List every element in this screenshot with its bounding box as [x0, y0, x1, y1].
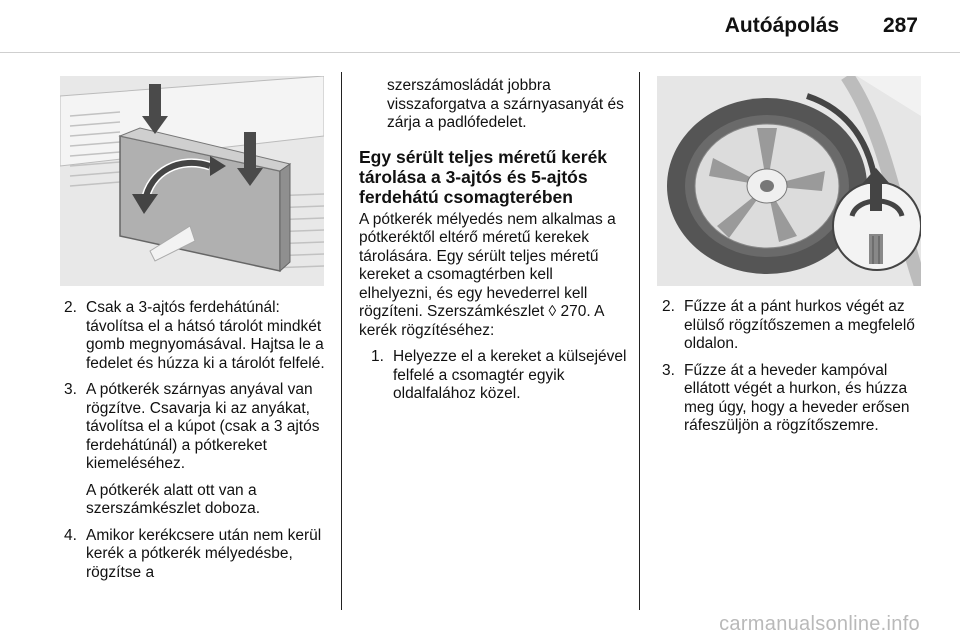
- step-number: 2.: [662, 298, 675, 315]
- page-number: 287: [882, 14, 918, 37]
- step-item: [64, 299, 332, 373]
- step-text: Csak a 3-ajtós ferdehátúnál: távolítsa el a hátsó tárolót mindkét gomb megnyomásával. Hajtsa le a fedelet és húzza ki a tárolót felfelé.: [86, 299, 325, 372]
- step-text: Fűzze át a pánt hurkos végét az elülső rögzítőszemen a megfelelő oldalon.: [684, 298, 915, 352]
- step-text: A pótkerék szárnyas anyával van rögzítve. Csavarja ki az anyákat, távolítsa el a kúpot (csak a 3 ajtós ferdehátúnál) a pótkereket kiemeléséhez.: [86, 381, 320, 472]
- storage-tray-illustration: [60, 76, 324, 286]
- step-item: [64, 381, 332, 519]
- step-text: Helyezze el a kereket a külsejével felfelé a csomagtér egyik oldalfalához közel.: [393, 348, 627, 402]
- step-item: [662, 298, 930, 354]
- section-heading: Egy sérült teljes méretű kerék tárolása a 3-ajtós és 5-ajtós ferdehátú csomagterében: [359, 146, 608, 207]
- column-divider: [341, 72, 342, 610]
- step-number: 3.: [64, 381, 77, 398]
- step-note: A pótkerék alatt ott van a szerszámkészlet doboza.: [86, 481, 261, 517]
- step-number: 2.: [64, 299, 77, 316]
- substeps: [359, 348, 629, 404]
- header-rule: [0, 52, 960, 53]
- step-text: Amikor kerékcsere után nem kerül kerék a pótkerék mélyedésbe, rögzítse a: [86, 526, 322, 581]
- column-3: [662, 298, 930, 444]
- step-item: [64, 527, 332, 583]
- step-item: [662, 362, 930, 436]
- step-number: 1.: [371, 348, 384, 365]
- watermark: carmanualsonline.info: [719, 613, 920, 635]
- column-divider: [639, 72, 640, 610]
- page-title: Autóápolás: [724, 14, 840, 37]
- section-body: A pótkerék mélyedés nem alkalmas a pótkeréktől eltérő méretű kerekek tárolására. Egy sérült teljes méretű kereket a csomagtérben kell elhelyezni, és egy hevederrel kell rögzíteni. Szerszámkészlet ◊ 270. A kerék rögzítéséhez:: [359, 210, 616, 339]
- wheel-strap-illustration: [657, 76, 921, 286]
- column-2: [359, 77, 629, 412]
- reference-icon: ◊: [548, 303, 557, 320]
- column-1: [64, 299, 332, 590]
- step-number: 4.: [64, 526, 77, 544]
- continuation-text: szerszámosládát jobbra visszaforgatva a szárnyasanyát és zárja a padlófedelet.: [387, 77, 624, 131]
- page-header: [725, 14, 918, 38]
- step-text: Fűzze át a heveder kampóval ellátott végét a hurkon, és húzza meg úgy, hogy a heveder erősen ráfeszüljön a rögzítőszemre.: [684, 361, 910, 434]
- step-number: 3.: [662, 361, 675, 379]
- step-item: [371, 348, 629, 404]
